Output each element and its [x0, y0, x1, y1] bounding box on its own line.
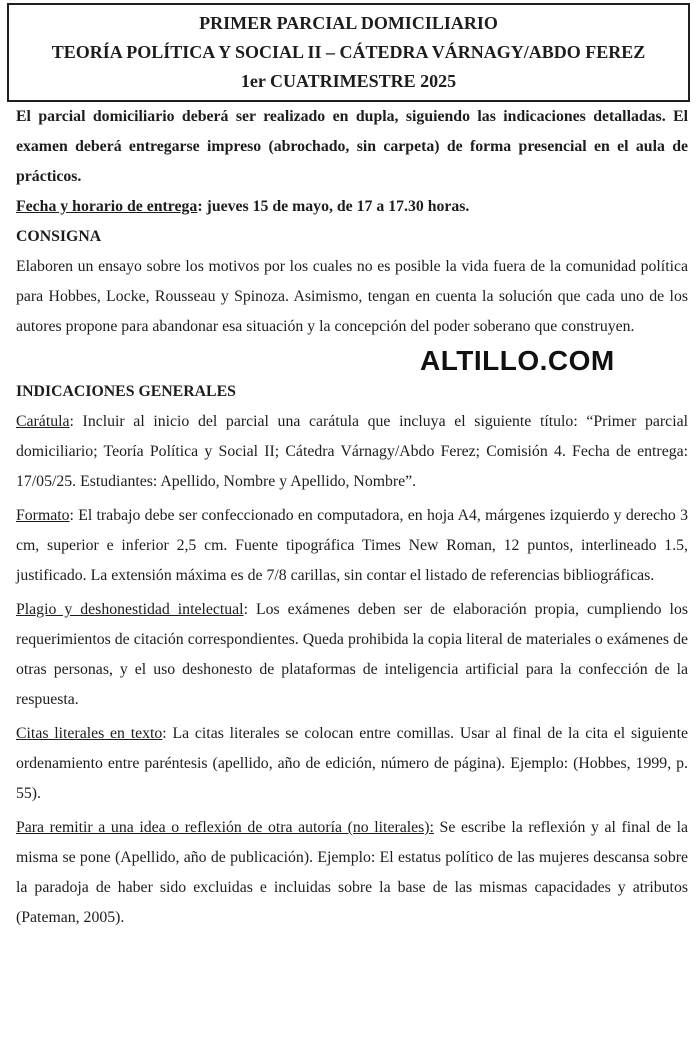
indicacion-formato-text: : El trabajo debe ser confeccionado en computadora, en hoja A4, márgenes izquierdo y derecho 3 cm, superior e inferior 2,5 cm. Fuente tipográfica Times New Roman, 12 puntos, interlineado 1.5, justificado. La extensión máxima es de 7/8 carillas, sin contar el listado de referencias bibliográficas. [16, 507, 688, 584]
consigna-body: Elaboren un ensayo sobre los motivos por los cuales no es posible la vida fuera de la comunidad política para Hobbes, Locke, Rousseau y Spinoza. Asimismo, tengan en cuenta la solución que cada uno de los autores propone para abandonar esa situación y la concepción del poder soberano que construyen. [16, 258, 688, 335]
indicacion-citas-label: Citas literales en texto [16, 725, 163, 742]
header-line-course: TEORÍA POLÍTICA Y SOCIAL II – CÁTEDRA VÁRNAGY/ABDO FEREZ [51, 42, 646, 62]
indicacion-plagio-text: : Los exámenes deben ser de elaboración propia, cumpliendo los requerimientos de citación correspondientes. Queda prohibida la copia literal de materiales o exámenes de otras personas, y el uso deshonesto de plataformas de inteligencia artificial para la confección de la respuesta. [16, 601, 688, 708]
consigna-heading: CONSIGNA [16, 228, 102, 245]
document-body [16, 102, 688, 933]
indicacion-remitir-label: Para remitir a una idea o reflexión de otra autoría (no literales): [16, 819, 434, 836]
header-line-term: 1er CUATRIMESTRE 2025 [240, 71, 457, 91]
exam-header-box [7, 3, 690, 102]
delivery-info [16, 192, 688, 222]
indicacion-plagio [16, 595, 688, 715]
altillo-watermark: ALTILLO.COM [420, 345, 615, 376]
delivery-value: : jueves 15 de mayo, de 17 a 17.30 horas. [197, 198, 470, 215]
indicacion-plagio-label: Plagio y deshonestidad intelectual [16, 601, 244, 618]
indicaciones-heading: INDICACIONES GENERALES [16, 383, 236, 400]
indicacion-remitir-text: Se escribe la reflexión y al final de la misma se pone (Apellido, año de publicación). Ejemplo: El estatus político de las mujeres descansa sobre la paradoja de haber sido excluidas e incluidas sobre la base de las mismas capacidades y atributos (Pateman, 2005). [16, 819, 688, 926]
indicacion-caratula [16, 407, 688, 497]
header-line-title: PRIMER PARCIAL DOMICILIARIO [199, 13, 498, 33]
indicacion-formato-label: Formato [16, 507, 70, 524]
indicacion-caratula-text: : Incluir al inicio del parcial una carátula que incluya el siguiente título: “Primer parcial domiciliario; Teoría Política y Social II; Cátedra Várnagy/Abdo Ferez; Comisión 4. Fecha de entrega: 17/05/25. Estudiantes: Apellido, Nombre y Apellido, Nombre”. [16, 413, 688, 490]
delivery-label: Fecha y horario de entrega [16, 198, 198, 215]
indicacion-caratula-label: Carátula [16, 413, 70, 430]
indicacion-remitir [16, 813, 688, 933]
intro-paragraph: El parcial domiciliario deberá ser realizado en dupla, siguiendo las indicaciones detalladas. El examen deberá entregarse impreso (abrochado, sin carpeta) de forma presencial en el aula de prácticos. [16, 108, 688, 185]
indicacion-citas-text: : La citas literales se colocan entre comillas. Usar al final de la cita el siguiente ordenamiento entre paréntesis (apellido, año de edición, número de página). Ejemplo: (Hobbes, 1999, p. 55). [16, 725, 688, 802]
indicacion-formato [16, 501, 688, 591]
indicacion-citas [16, 719, 688, 809]
